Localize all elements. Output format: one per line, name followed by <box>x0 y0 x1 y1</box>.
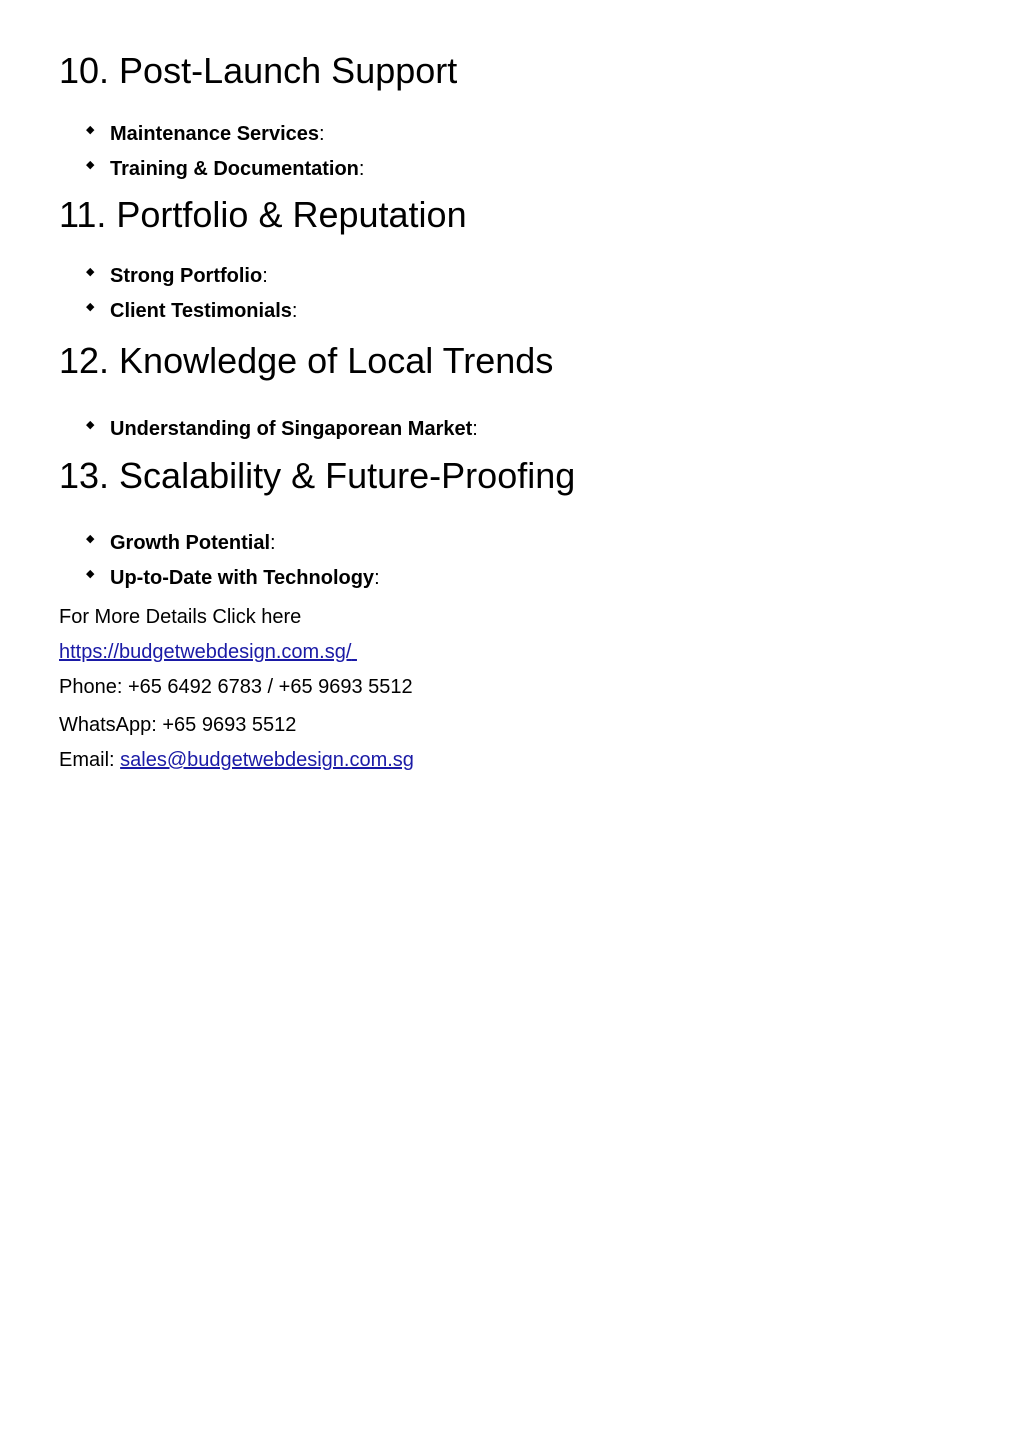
section-post-launch-support <box>59 48 979 181</box>
bullet-diamond-icon: ◆ <box>86 533 95 545</box>
list-item-suffix: : <box>374 567 380 589</box>
list-item <box>59 299 979 323</box>
list-item-term: Up-to-Date with Technology <box>110 567 375 589</box>
list-item <box>59 531 979 555</box>
bullet-diamond-icon: ◆ <box>86 568 95 580</box>
list-item-term: Strong Portfolio <box>110 265 263 287</box>
list-item-term: Client Testimonials <box>110 300 292 322</box>
list-item <box>59 157 979 181</box>
list-item-suffix: : <box>262 265 268 287</box>
website-link-trailing-space[interactable] <box>351 641 357 663</box>
email-label: Email: <box>59 749 121 771</box>
list-item <box>59 264 979 288</box>
contact-block <box>59 605 979 772</box>
list-item-term: Growth Potential <box>110 532 270 554</box>
bullet-diamond-icon: ◆ <box>86 301 95 313</box>
bullet-list <box>59 122 979 181</box>
website-link[interactable]: https://budgetwebdesign.com.sg/ <box>59 641 352 663</box>
section-portfolio-reputation <box>59 192 979 323</box>
website-line <box>59 640 979 664</box>
bullet-diamond-icon: ◆ <box>86 419 95 431</box>
section-heading: 13. Scalability & Future-Proofing <box>59 455 576 496</box>
bullet-list <box>59 531 979 590</box>
list-item-term: Maintenance Services <box>110 123 319 145</box>
list-item-term: Training & Documentation <box>110 158 359 180</box>
bullet-diamond-icon: ◆ <box>86 266 95 278</box>
section-heading: 12. Knowledge of Local Trends <box>59 340 554 381</box>
bullet-diamond-icon: ◆ <box>86 124 95 136</box>
email-link[interactable]: sales@budgetwebdesign.com.sg <box>120 749 414 771</box>
email-line <box>59 748 979 772</box>
section-local-trends <box>59 338 979 441</box>
document-page <box>59 48 979 772</box>
list-item-suffix: : <box>270 532 276 554</box>
list-item <box>59 566 979 590</box>
list-item <box>59 122 979 146</box>
list-item-suffix: : <box>319 123 325 145</box>
details-text: For More Details Click here <box>59 606 302 628</box>
list-item-suffix: : <box>291 300 298 322</box>
section-heading: 11. Portfolio & Reputation <box>59 194 467 235</box>
section-scalability <box>59 453 979 590</box>
list-item-term: Understanding of Singaporean Market <box>110 418 473 440</box>
bullet-list <box>59 264 979 323</box>
list-item <box>59 417 979 441</box>
list-item-suffix: : <box>472 418 478 440</box>
phone-text: Phone: +65 6492 6783 / +65 9693 5512 <box>59 676 413 698</box>
bullet-diamond-icon: ◆ <box>86 159 95 171</box>
whatsapp-text: WhatsApp: +65 9693 5512 <box>59 714 297 736</box>
bullet-list <box>59 417 979 441</box>
section-heading: 10. Post-Launch Support <box>59 50 458 91</box>
list-item-suffix: : <box>358 158 365 180</box>
